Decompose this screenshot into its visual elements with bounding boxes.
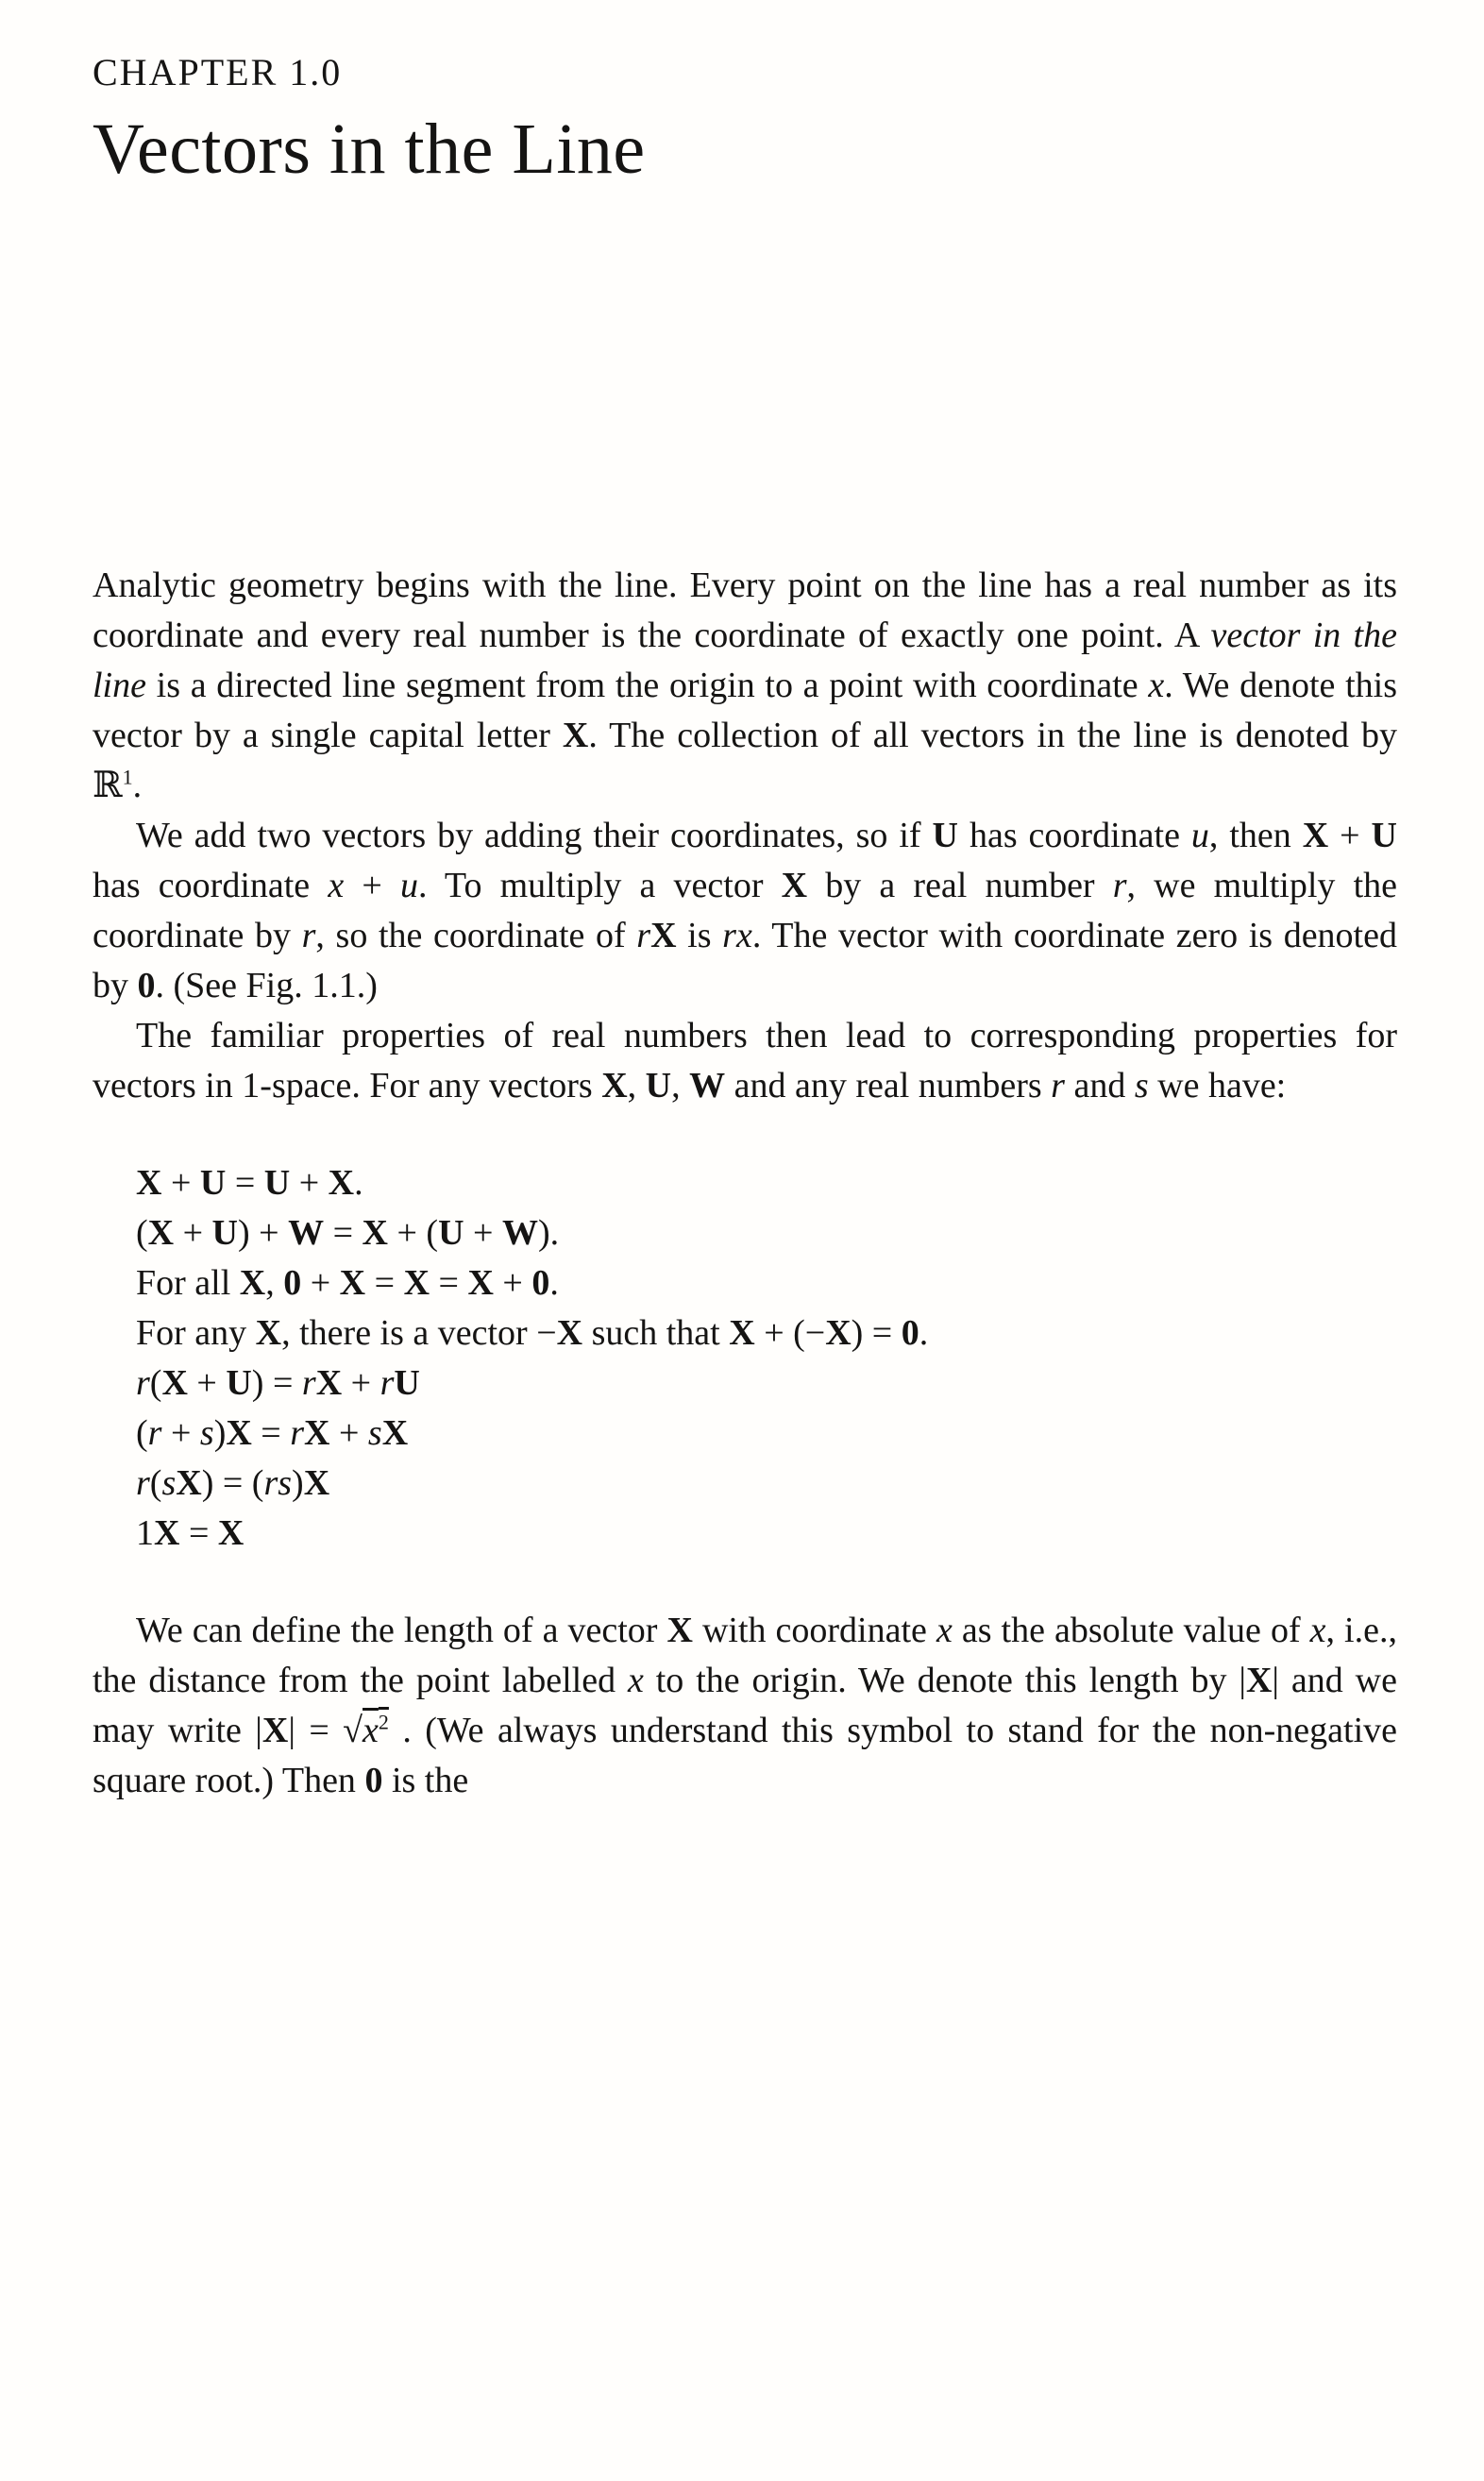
paragraph-intro: Analytic geometry begins with the line. Every point on the line has a real number as its coordinate and every real number is the coordinate of exactly one point. A vector in the line is a directed line segment from the origin to a point with coordinate x. We denote this vector by a single capital letter X. The collection of all vectors in the line is denoted by ℝ$^1$. bbox=[93, 565, 1397, 805]
paragraph-vector-addition: We add two vectors by adding their coordinates, so if U has coordinate u, then X + U has coordinate x + u. To multiply a vector X by a real number r, we multiply the coordinate by r, so the coordinate of rX is rx. The vector with coordinate zero is denoted by 0. (See Fig. 1.1.) bbox=[93, 816, 1397, 1005]
paragraph-properties-intro: The familiar properties of real numbers then lead to corresponding properties for vectors in 1-space. For any vectors X, U, W and any real numbers r and s we have: bbox=[93, 1016, 1397, 1105]
equations-block bbox=[136, 1158, 1397, 1559]
equation-line: r(X + U) = rX + rU bbox=[136, 1363, 420, 1403]
equation-line: 1X = X bbox=[136, 1513, 245, 1553]
paragraph-vector-length: We can define the length of a vector X with coordinate x as the absolute value of x, i.e., the distance from the point labelled x to the origin. We denote this length by |X| and we may write $|X| = √x^2$ . (We always understand this symbol to stand for the non-negative square root.) Then 0 is the bbox=[93, 1611, 1397, 1800]
page-content bbox=[93, 0, 1397, 1806]
equation-line: X + U = U + X. bbox=[136, 1163, 363, 1203]
equation-line: (X + U) + W = X + (U + W). bbox=[136, 1213, 560, 1253]
equation-line: For all X, 0 + X = X = X + 0. bbox=[136, 1263, 559, 1303]
page-title: Vectors in the Line bbox=[93, 110, 646, 189]
chapter-label: CHAPTER 1.0 bbox=[93, 51, 343, 93]
equation-line: (r + s)X = rX + sX bbox=[136, 1413, 409, 1453]
equation-line: For any X, there is a vector −X such that X + (−X) = 0. bbox=[136, 1313, 929, 1353]
body-text bbox=[93, 561, 1397, 1806]
equation-line: r(sX) = (rs)X bbox=[136, 1463, 330, 1503]
